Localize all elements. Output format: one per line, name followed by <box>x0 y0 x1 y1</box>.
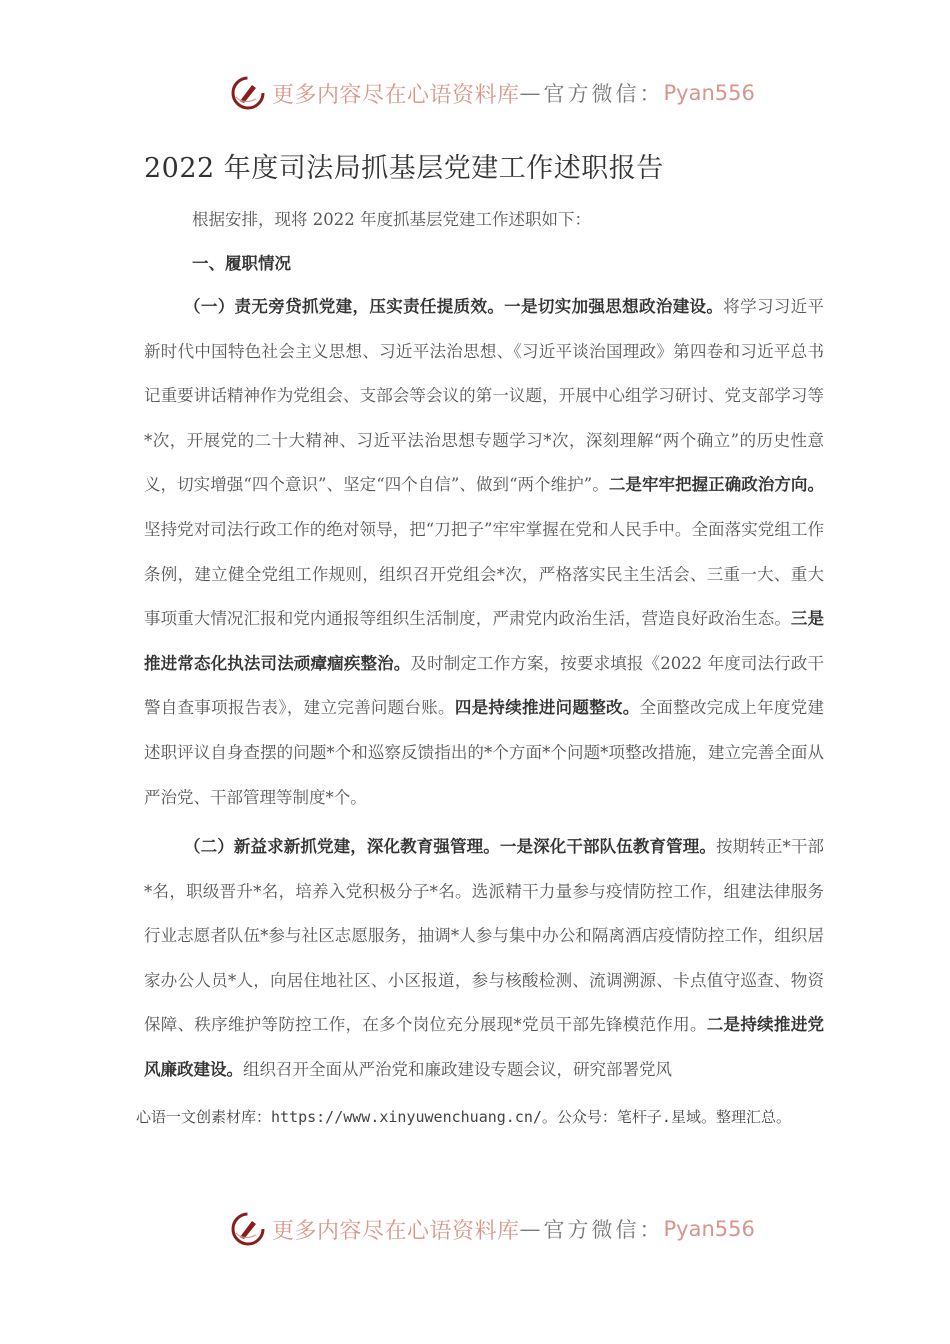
body-text: 组织召开全面从严治党和廉政建设专题会议，研究部署党风 <box>243 1059 672 1079</box>
bold-lead: 四是持续推进问题整改。 <box>454 698 640 718</box>
bold-lead: （二）新益求新抓党建，深化教育强管理。一是深化干部队伍教育管理。 <box>184 837 716 856</box>
banner-wechat-label: 官方微信： <box>543 1218 664 1242</box>
banner-dash: — <box>519 1217 544 1241</box>
banner-wechat-label: 官方微信： <box>543 82 664 106</box>
bottom-watermark-banner <box>230 1209 755 1249</box>
body-text: 全面整改完成上年度党建述职评议自身查摆的问题*个和巡察反馈指出的*个方面*个问题*项整改措施，建立完善全面从严治党、干部管理等制度*个。 <box>144 698 825 807</box>
body-text: 及时制定工作方案，按要求填报《2022 年度司法行政干警自查事项报告表》，建立完善问题台账。 <box>144 653 824 718</box>
bold-lead: （一）责无旁贷抓党建，压实责任提质效。一是切实加强思想政治建设。 <box>184 297 724 316</box>
banner-wechat-id: Pyan556 <box>663 1217 755 1241</box>
source-footer-note: 心语一文创素材库：https://www.xinyuwenchuang.cn/。公众号：笔杆子.星域。整理汇总。 <box>136 1108 791 1126</box>
body-text: 按期转正*干部*名，职级晋升*名，培养入党积极分子*名。选派精干力量参与疫情防控工作，组建法律服务行业志愿者队伍*参与社区志愿服务，抽调*人参与集中办公和隔离酒店疫情防控工作，组织居家办公人员*人，向居住地社区、小区报道，参与核酸检测、流调溯源、卡点值守巡查、物资保障、秩序维护等防控工作，在多个岗位充分展现*党员干部先锋模范作用。 <box>144 837 824 1035</box>
paragraph-education-management <box>144 825 824 1093</box>
quill-pen-logo-icon <box>230 1211 266 1247</box>
banner-dash: — <box>519 81 544 105</box>
body-text: 坚持党对司法行政工作的绝对领导，把“刀把子”牢牢掌握在党和人民手中。全面落实党组工作条例，建立健全党组工作规则，组织召开党组会*次，严格落实民主生活会、三重一大、重大事项重大情况汇报和党内通报等组织生活制度，严肃党内政治生活，营造良好政治生态。 <box>144 519 824 629</box>
bold-lead: 二是牢牢把握正确政治方向。 <box>608 475 824 495</box>
body-text: 将学习习近平新时代中国特色社会主义思想、习近平法治思想、《习近平谈治国理政》第四卷和习近平总书记重要讲话精神作为党组会、支部会等会议的第一议题，开展中心组学习研讨、党支部学习等*次，开展党的二十大精神、习近平法治思想专题学习*次，深刻理解“两个确立”的历史性意义，切实增强“四个意识”、坚定“四个自信”、做到“两个维护”。 <box>144 297 825 495</box>
banner-wechat-id: Pyan556 <box>663 81 755 105</box>
bold-lead: 二是持续推进党风廉政建设。 <box>144 1015 825 1079</box>
banner-promo-text: 更多内容尽在心语资料库 <box>272 1218 520 1244</box>
banner-promo-text: 更多内容尽在心语资料库 <box>272 82 520 108</box>
quill-pen-logo-icon <box>230 75 266 111</box>
section-heading-duty-performance: 一、履职情况 <box>192 254 291 273</box>
paragraph-responsibility <box>144 285 824 820</box>
intro-paragraph: 根据安排，现将 2022 年度抓基层党建工作述职如下： <box>192 210 591 229</box>
bold-lead: 三是推进常态化执法司法顽瘴痼疾整治。 <box>144 609 825 673</box>
top-watermark-banner <box>230 73 755 113</box>
document-title: 2022 年度司法局抓基层党建工作述职报告 <box>144 153 664 184</box>
